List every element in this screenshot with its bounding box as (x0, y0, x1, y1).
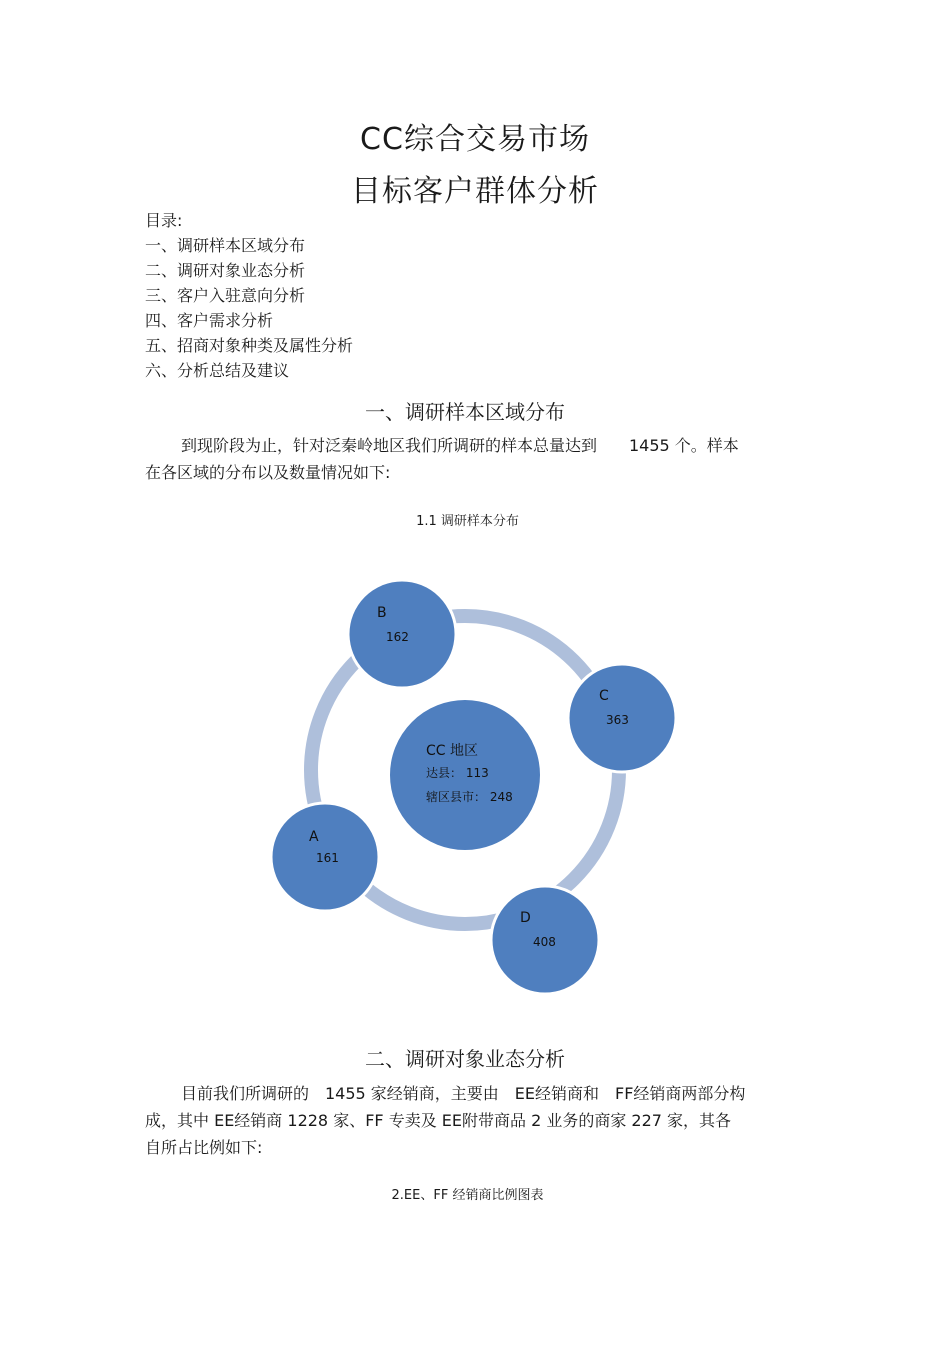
section1-paragraph (145, 432, 805, 486)
toc-item: 一、调研样本区域分布 (145, 236, 306, 255)
node-d (491, 886, 599, 994)
node-b-value: 162 (386, 630, 409, 644)
paragraph-line: 成，其中 EE经销商 1228 家、FF 专卖及 EE附带商品 2 业务的商家 227 家，其各 (145, 1111, 732, 1130)
toc-item: 四、客户需求分析 (145, 311, 274, 330)
table-of-contents (145, 208, 353, 383)
node-b (348, 580, 456, 688)
region-distribution-diagram (260, 570, 690, 1000)
node-d-value: 408 (533, 935, 556, 949)
figure-caption-2: 2.EE、FF 经销商比例图表 (391, 1188, 544, 1203)
center-line2: 辖区县市： 248 (426, 790, 513, 804)
document-title-line2: 目标客户群体分析 (351, 174, 599, 209)
section2-heading: 二、调研对象业态分析 (365, 1047, 565, 1071)
document-title-line1: CC综合交易市场 (360, 122, 590, 157)
node-a (271, 803, 379, 911)
center-title: CC 地区 (426, 743, 479, 759)
node-d-label: D (520, 910, 531, 926)
node-a-value: 161 (316, 851, 339, 865)
paragraph-line: 目前我们所调研的 1455 家经销商，主要由 EE经销商和 FF经销商两部分构 (181, 1084, 746, 1103)
node-c (568, 664, 676, 772)
node-b-label: B (377, 605, 387, 621)
toc-item: 三、客户入驻意向分析 (145, 286, 306, 305)
center-line1: 达县： 113 (426, 766, 489, 780)
figure-caption-1: 1.1 调研样本分布 (416, 514, 519, 529)
section1-heading: 一、调研样本区域分布 (365, 400, 565, 424)
node-c-label: C (599, 688, 609, 704)
toc-item: 二、调研对象业态分析 (145, 261, 306, 280)
node-a-label: A (309, 829, 319, 845)
toc-item: 五、招商对象种类及属性分析 (145, 336, 354, 355)
section2-paragraph (145, 1080, 805, 1161)
paragraph-line: 在各区域的分布以及数量情况如下: (145, 463, 391, 482)
node-c-value: 363 (606, 713, 629, 727)
paragraph-line: 自所占比例如下: (145, 1138, 263, 1157)
paragraph-line: 到现阶段为止，针对泛秦岭地区我们所调研的样本总量达到 1455 个。样本 (181, 436, 739, 455)
toc-item: 六、分析总结及建议 (145, 361, 290, 380)
toc-heading: 目录: (145, 211, 183, 230)
